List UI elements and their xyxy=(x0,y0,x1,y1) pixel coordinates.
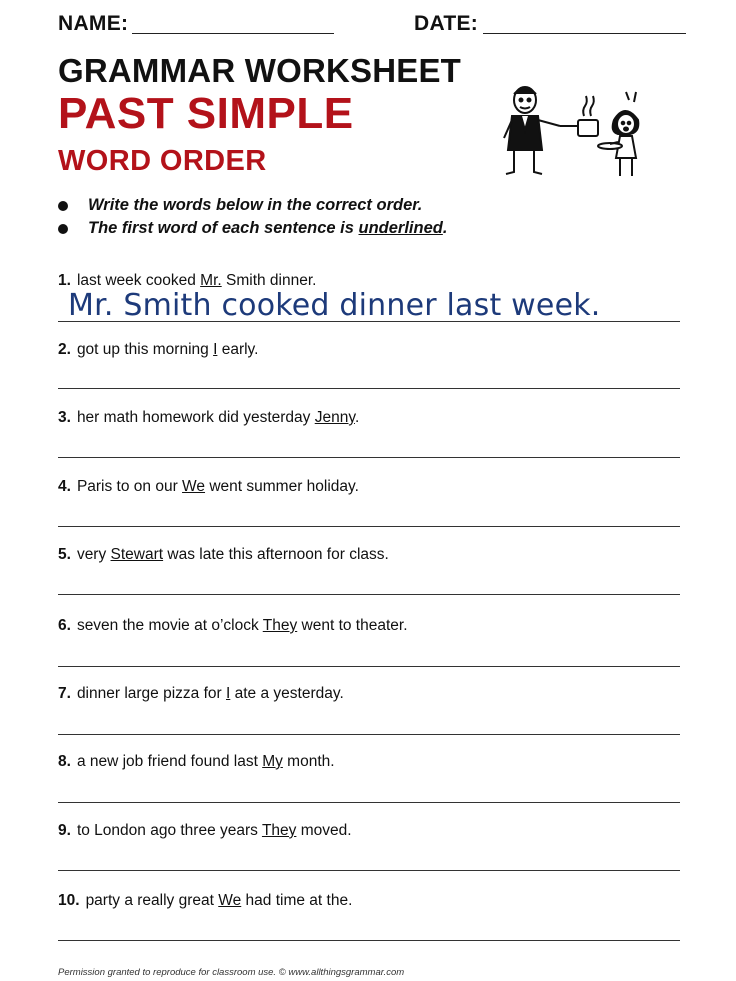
answer-line-9[interactable] xyxy=(58,870,680,871)
question-4: 4. Paris to on our We went summer holiday. xyxy=(58,478,359,495)
name-field-line[interactable] xyxy=(132,33,334,34)
copyright-footer: Permission granted to reproduce for classroom use. © www.allthingsgrammar.com xyxy=(58,967,405,978)
question-1: 1. last week cooked Mr. Smith dinner. xyxy=(58,272,317,289)
subtopic-title: WORD ORDER xyxy=(58,145,267,177)
answer-line-6[interactable] xyxy=(58,666,680,667)
girl-figure xyxy=(598,92,638,176)
question-5: 5. very Stewart was late this afternoon for class. xyxy=(58,546,389,563)
topic-title: PAST SIMPLE xyxy=(58,89,354,138)
answer-line-7[interactable] xyxy=(58,734,680,735)
question-2: 2. got up this morning I early. xyxy=(58,341,259,358)
date-label: DATE: xyxy=(414,12,479,35)
name-label: NAME: xyxy=(58,12,129,35)
answer-line-1[interactable] xyxy=(58,321,680,322)
question-6: 6. seven the movie at o’clock They went to theater. xyxy=(58,617,408,634)
answer-line-3[interactable] xyxy=(58,457,680,458)
answer-line-5[interactable] xyxy=(58,594,680,595)
date-field-line[interactable] xyxy=(483,33,686,34)
answer-line-4[interactable] xyxy=(58,526,680,527)
answer-line-8[interactable] xyxy=(58,802,680,803)
answer-line-2[interactable] xyxy=(58,388,680,389)
cooking-illustration xyxy=(490,80,665,185)
instruction-2: The first word of each sentence is underlined. xyxy=(58,219,498,238)
pot-icon xyxy=(560,96,598,136)
question-10: 10. party a really great We had time at the. xyxy=(58,892,353,909)
example-answer: Mr. Smith cooked dinner last week. xyxy=(68,288,601,323)
answer-line-10[interactable] xyxy=(58,940,680,941)
bullet-icon xyxy=(58,224,68,234)
instruction-1: Write the words below in the correct order. xyxy=(58,196,498,215)
worksheet-title: GRAMMAR WORKSHEET xyxy=(58,52,462,89)
question-8: 8. a new job friend found last My month. xyxy=(58,753,335,770)
question-9: 9. to London ago three years They moved. xyxy=(58,822,352,839)
bullet-icon xyxy=(58,201,68,211)
man-figure xyxy=(504,87,560,174)
question-7: 7. dinner large pizza for I ate a yesterday. xyxy=(58,685,344,702)
question-3: 3. her math homework did yesterday Jenny. xyxy=(58,409,360,426)
